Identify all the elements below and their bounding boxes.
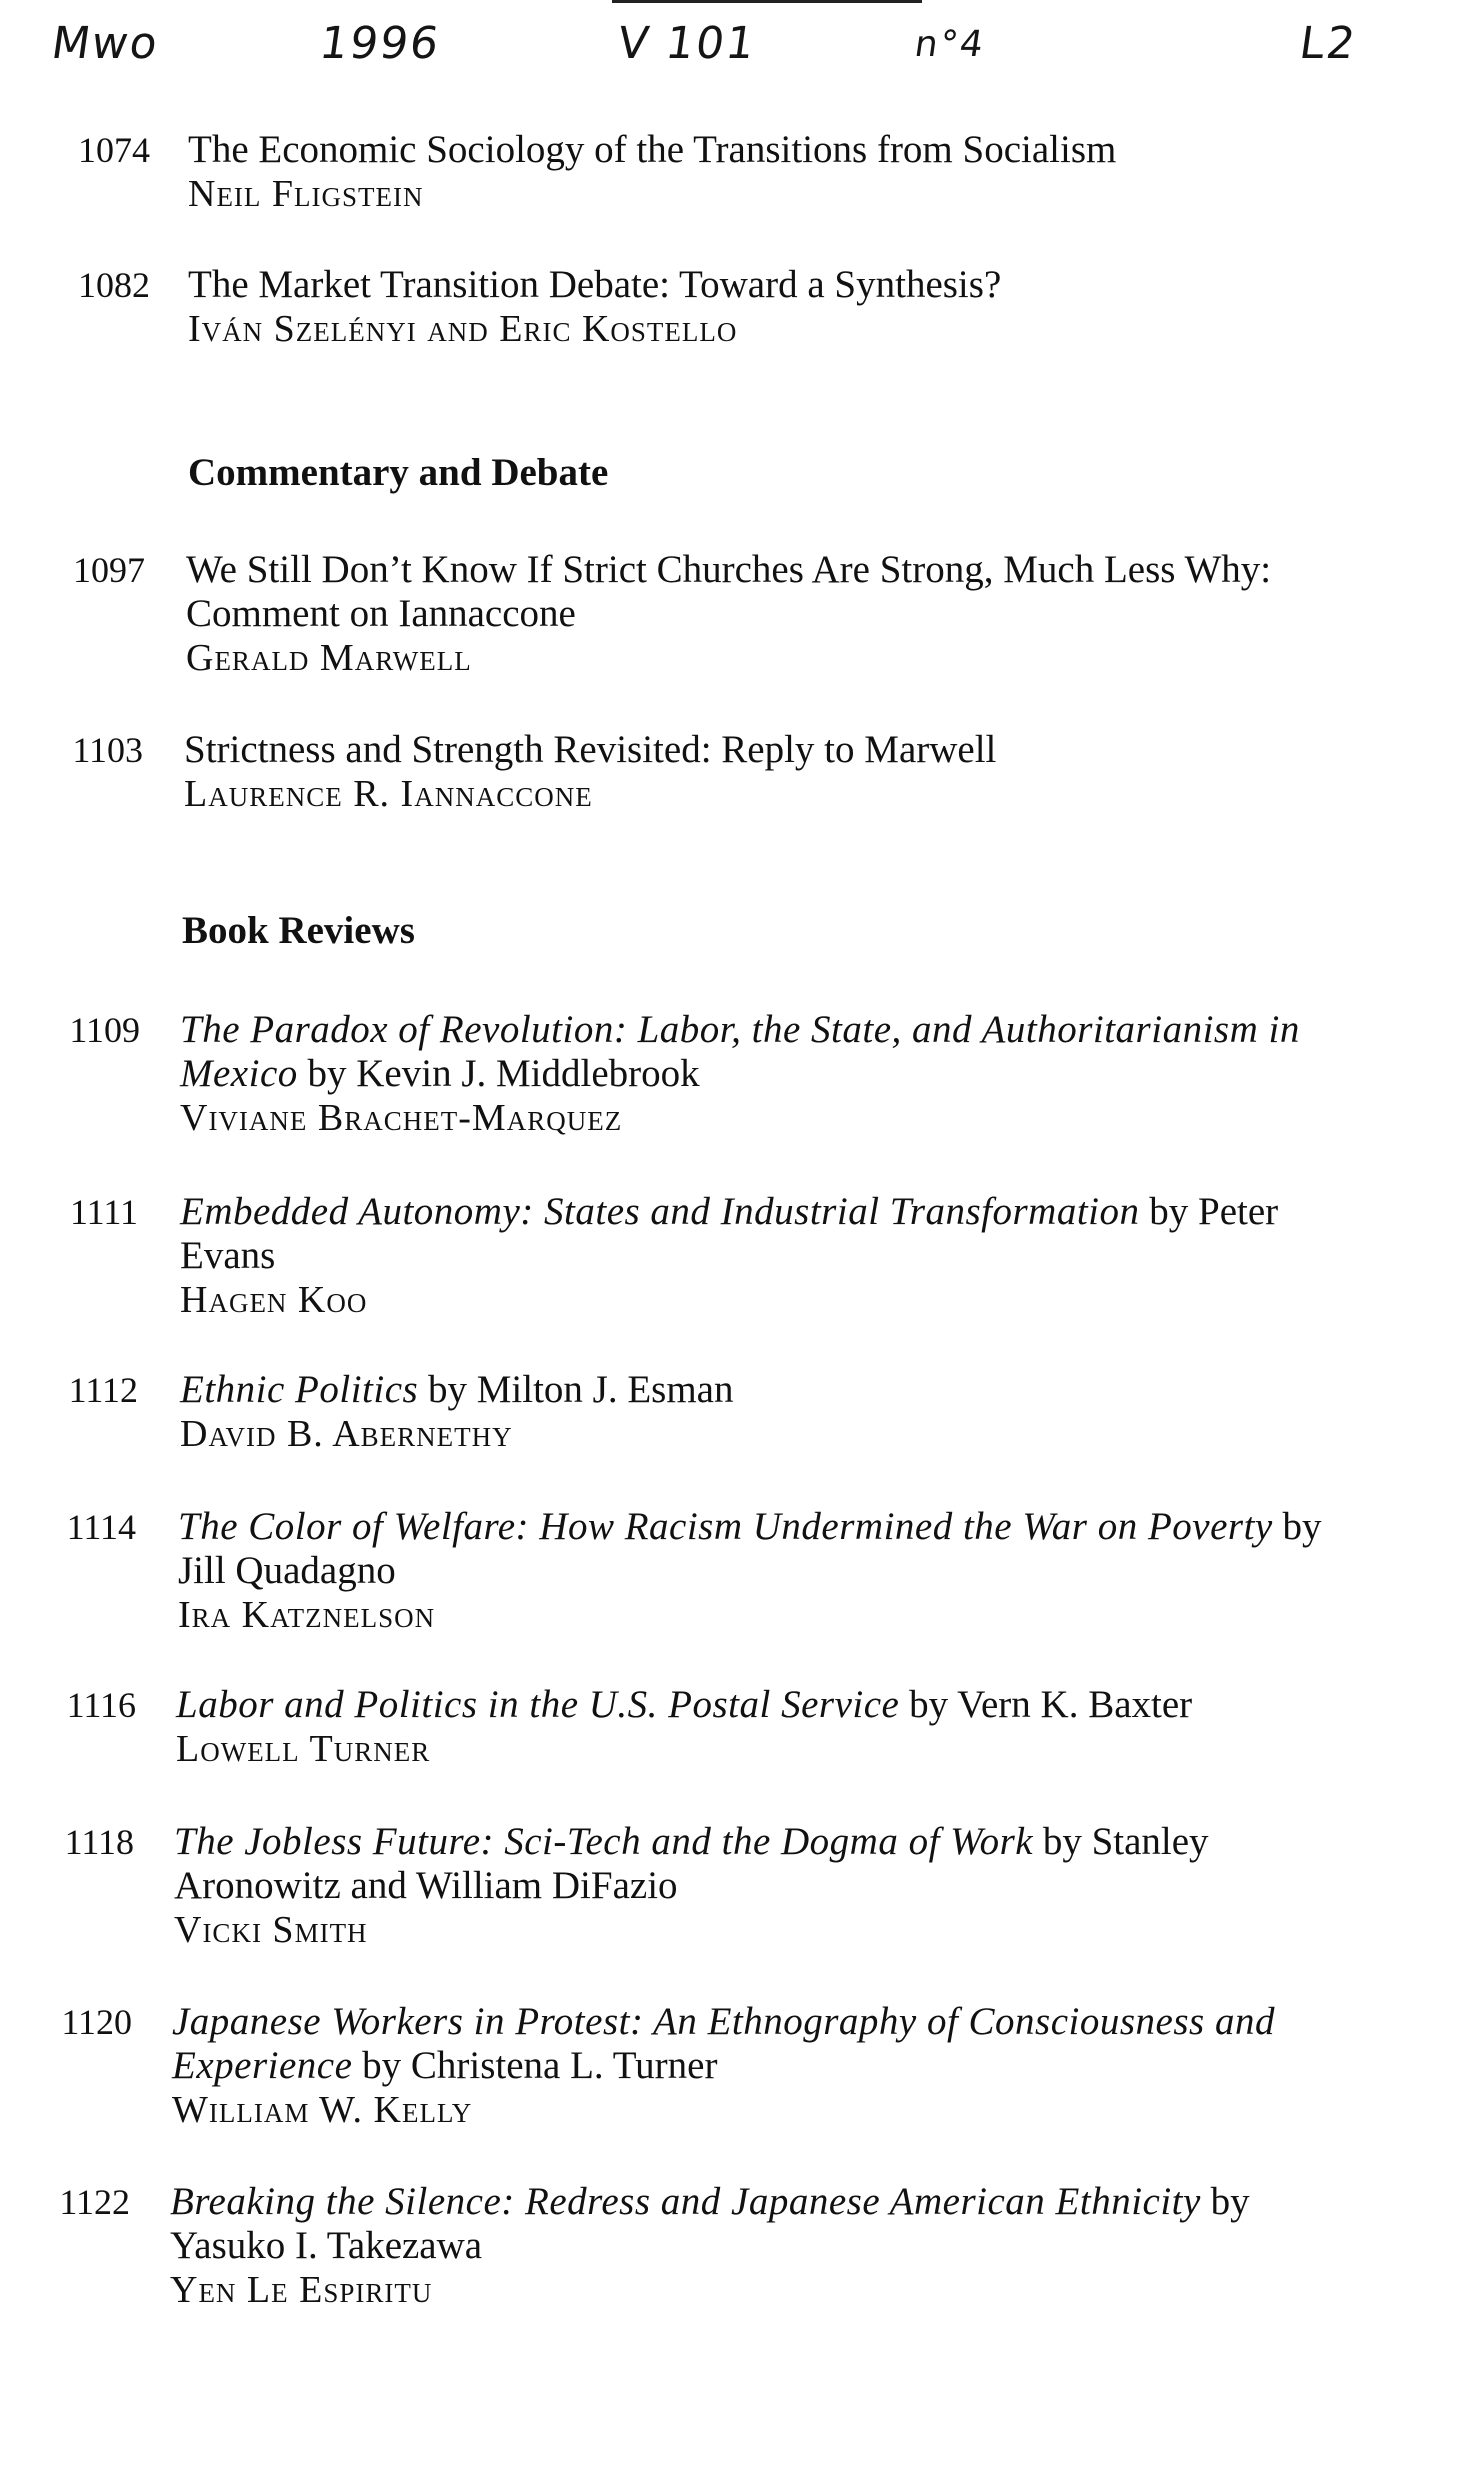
reviewer: Ira Katznelson [178, 1594, 436, 1636]
book-author: by Kevin J. Middlebrook [307, 1052, 700, 1095]
page-number: 1111 [70, 1192, 138, 1232]
book-author: by Peter Evans [180, 1190, 1279, 1277]
article-title: The Economic Sociology of the Transitions from Socialism [188, 128, 1117, 171]
article-author: Neil Fligstein [188, 173, 424, 215]
page-number: 1109 [69, 1010, 140, 1050]
book-author: by Jill Quadagno [178, 1505, 1322, 1592]
book-author: by Yasuko I. Takezawa [170, 2180, 1250, 2267]
reviewer: Viviane Brachet-Marquez [180, 1097, 623, 1139]
section-heading-commentary: Commentary and Debate [188, 451, 609, 494]
book-title: Labor and Politics in the U.S. Postal Service [176, 1683, 900, 1726]
article-title: We Still Don’t Know If Strict Churches Are Strong, Much Less Why: Comment on Iannaccone [186, 548, 1272, 635]
handwritten-year: 1996 [316, 18, 444, 69]
book-author: by Milton J. Esman [427, 1368, 734, 1411]
page-number: 1082 [78, 265, 150, 305]
page-number: 1097 [73, 550, 145, 590]
book-title: Breaking the Silence: Redress and Japanese American Ethnicity [170, 2180, 1201, 2223]
book-title: The Color of Welfare: How Racism Undermined the War on Poverty [178, 1505, 1273, 1548]
page-number: 1122 [59, 2182, 130, 2222]
page-number: 1118 [64, 1822, 134, 1862]
section-heading-book-reviews: Book Reviews [182, 909, 415, 952]
scan-edge-line [612, 0, 922, 3]
book-title: Ethnic Politics [180, 1368, 419, 1411]
article-author: Gerald Marwell [186, 637, 472, 679]
page-number: 1116 [66, 1685, 136, 1725]
article-title: Strictness and Strength Revisited: Reply to Marwell [184, 728, 997, 771]
book-title: Japanese Workers in Protest: An Ethnography of Consciousness and Experience [172, 2000, 1275, 2087]
reviewer: Lowell Turner [176, 1728, 431, 1770]
page-number: 1103 [72, 730, 143, 770]
page-number: 1120 [61, 2002, 132, 2042]
book-title: Embedded Autonomy: States and Industrial Transformation [180, 1190, 1140, 1233]
reviewer: Hagen Koo [180, 1279, 368, 1321]
handwritten-issue: n°4 [912, 24, 988, 65]
book-author: by Vern K. Baxter [909, 1683, 1193, 1726]
reviewer: David B. Abernethy [180, 1413, 513, 1455]
book-author: by Christena L. Turner [362, 2044, 718, 2087]
reviewer: Yen Le Espiritu [170, 2269, 433, 2311]
book-title: The Jobless Future: Sci-Tech and the Dogma of Work [174, 1820, 1034, 1863]
book-title: The Paradox of Revolution: Labor, the State, and Authoritarianism in Mexico [180, 1008, 1300, 1095]
book-author: by Stanley Aronowitz and William DiFazio [174, 1820, 1209, 1907]
handwritten-volume: V 101 [614, 18, 760, 69]
page-number: 1114 [66, 1507, 136, 1547]
handwritten-code: L2 [1296, 18, 1361, 69]
page-number: 1074 [78, 130, 150, 170]
article-author: Laurence R. Iannaccone [184, 773, 593, 815]
reviewer: Vicki Smith [174, 1909, 368, 1951]
handwritten-mark: Mwo [48, 18, 163, 69]
article-author: Iván Szelényi and Eric Kostello [188, 308, 738, 350]
page-number: 1112 [68, 1370, 138, 1410]
reviewer: William W. Kelly [172, 2089, 473, 2131]
article-title: The Market Transition Debate: Toward a Synthesis? [188, 263, 1002, 306]
